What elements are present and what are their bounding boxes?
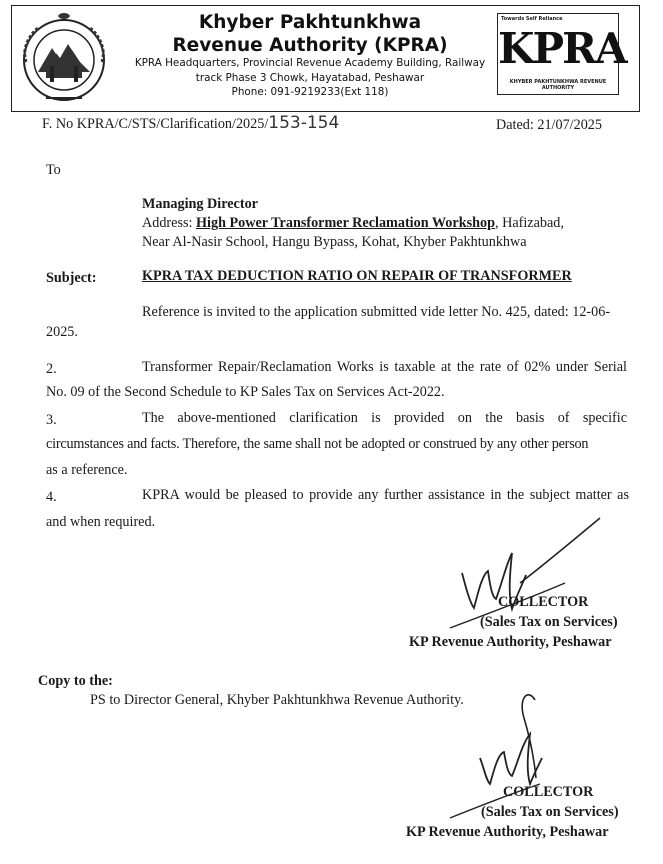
para4-line1: KPRA would be pleased to provide any further assistance in the subject matter as	[142, 487, 629, 503]
signature2-dept: (Sales Tax on Services)	[481, 804, 619, 820]
recipient-address	[142, 213, 622, 233]
recipient-company: High Power Transformer Reclamation Workshop	[196, 215, 495, 231]
org-address-line2: track Phase 3 Chowk, Hayatabad, Peshawar	[195, 71, 425, 84]
para2-line1: Transformer Repair/Reclamation Works is taxable at the rate of 02% under Serial	[142, 359, 627, 375]
file-number	[42, 113, 339, 134]
file-number-handwritten: 153-154	[268, 113, 340, 133]
para2-number: 2.	[46, 361, 57, 377]
para3-number: 3.	[46, 412, 57, 428]
kpra-logo	[497, 13, 626, 95]
signature2-org: KP Revenue Authority, Peshawar	[406, 824, 609, 840]
letter-date: Dated: 21/07/2025	[496, 117, 602, 133]
copy-line1: PS to Director General, Khyber Pakhtunkhwa Revenue Authority.	[90, 692, 464, 708]
para3-line2: circumstances and facts. Therefore, the same shall not be adopted or construed by any other person	[46, 436, 589, 452]
org-phone: Phone: 091-9219233(Ext 118)	[231, 86, 389, 98]
logo-tagline: Towards Self Reliance	[501, 16, 563, 22]
para3-line1: The above-mentioned clarification is provided on the basis of specific	[142, 410, 627, 426]
signature1-org: KP Revenue Authority, Peshawar	[409, 634, 612, 650]
org-address-line1: KPRA Headquarters, Provincial Revenue Academy Building, Railway	[134, 57, 486, 69]
para3-line3: as a reference.	[46, 462, 128, 478]
org-name	[120, 11, 500, 57]
org-name-line1: Khyber Pakhtunkhwa	[198, 12, 422, 33]
para2-line2: No. 09 of the Second Schedule to KP Sales Tax on Services Act-2022.	[46, 384, 445, 400]
kp-emblem-logo	[16, 10, 112, 106]
signature1-title: COLLECTOR	[498, 594, 589, 610]
signature1-dept: (Sales Tax on Services)	[480, 614, 618, 630]
recipient-title: Managing Director	[142, 196, 258, 212]
recipient-address-line2: Near Al-Nasir School, Hangu Bypass, Kohat, Khyber Pakhtunkhwa	[142, 234, 527, 250]
logo-wordmark: KPRA	[498, 24, 626, 73]
para1-line1: Reference is invited to the application submitted vide letter No. 425, dated: 12-06-	[142, 304, 611, 320]
copy-label: Copy to the:	[38, 673, 113, 689]
para4-number: 4.	[46, 489, 57, 505]
file-number-printed: F. No KPRA/C/STS/Clarification/2025/	[42, 116, 269, 132]
logo-subtitle: KHYBER PAKHTUNKHWA REVENUE AUTHORITY	[509, 79, 607, 91]
subject-text: KPRA TAX DEDUCTION RATIO ON REPAIR OF TRANSFORMER	[142, 268, 572, 284]
address-rest: , Hafizabad,	[494, 215, 564, 231]
org-address	[120, 56, 500, 100]
para4-line2: and when required.	[46, 514, 156, 530]
to-label: To	[46, 162, 61, 178]
org-name-line2: Revenue Authority (KPRA)	[172, 35, 448, 56]
para1-line2: 2025.	[46, 324, 78, 340]
address-label: Address:	[142, 215, 193, 231]
signature2-title: COLLECTOR	[503, 784, 594, 800]
subject-label: Subject:	[46, 270, 97, 286]
